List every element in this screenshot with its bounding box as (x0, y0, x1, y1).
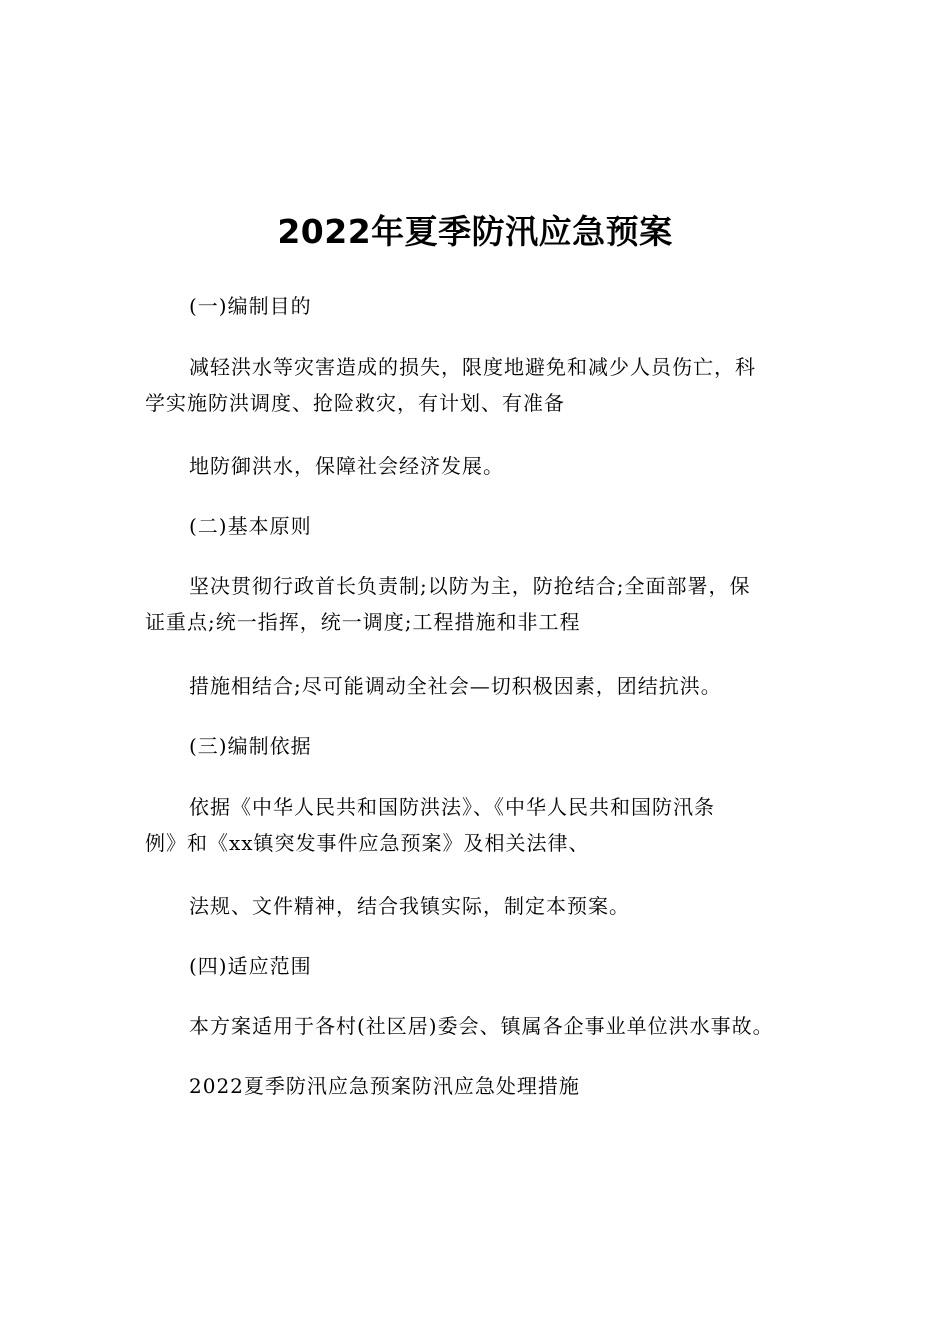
paragraph-principles-cont (145, 668, 810, 704)
text-line: 减轻洪水等灾害造成的损失，限度地避免和减少人员伤亡，科 (189, 355, 756, 379)
text-line: 措施相结合;尽可能调动全社会—切积极因素，团结抗洪。 (189, 674, 722, 698)
paragraph-scope (145, 1008, 810, 1044)
paragraph-purpose-cont (145, 448, 810, 484)
paragraph-basis-cont (145, 888, 810, 924)
text-line: 例》和《xx镇突发事件应急预案》及相关法律、 (145, 831, 590, 855)
text-line: (一)编制目的 (189, 294, 312, 318)
text-line: (三)编制依据 (189, 734, 312, 758)
text-line: 地防御洪水，保障社会经济发展。 (189, 454, 504, 478)
paragraph-basis (145, 789, 810, 861)
text-line: 2022夏季防汛应急预案防汛应急处理措施 (189, 1074, 580, 1098)
heading-purpose (145, 288, 810, 324)
text-line: 依据《中华人民共和国防洪法》、《中华人民共和国防汛条 (189, 795, 715, 819)
text-line: 坚决贯彻行政首长负责制;以防为主，防抢结合;全面部署，保 (189, 574, 751, 598)
text-line: 学实施防洪调度、抢险救灾，有计划、有准备 (145, 391, 565, 415)
heading-principles (145, 508, 810, 544)
heading-scope (145, 948, 810, 984)
heading-basis (145, 728, 810, 764)
text-line: 证重点;统一指挥，统一调度;工程措施和非工程 (145, 610, 581, 634)
text-line: (四)适应范围 (189, 954, 312, 978)
paragraph-principles (145, 568, 810, 640)
paragraph-purpose (145, 349, 810, 421)
document-title: 2022年夏季防汛应急预案 (277, 212, 673, 251)
text-line: (二)基本原则 (189, 514, 312, 538)
text-line: 本方案适用于各村(社区居)委会、镇属各企事业单位洪水事故。 (189, 1014, 774, 1038)
heading-measures (145, 1068, 810, 1104)
text-line: 法规、文件精神，结合我镇实际，制定本预案。 (189, 894, 630, 918)
